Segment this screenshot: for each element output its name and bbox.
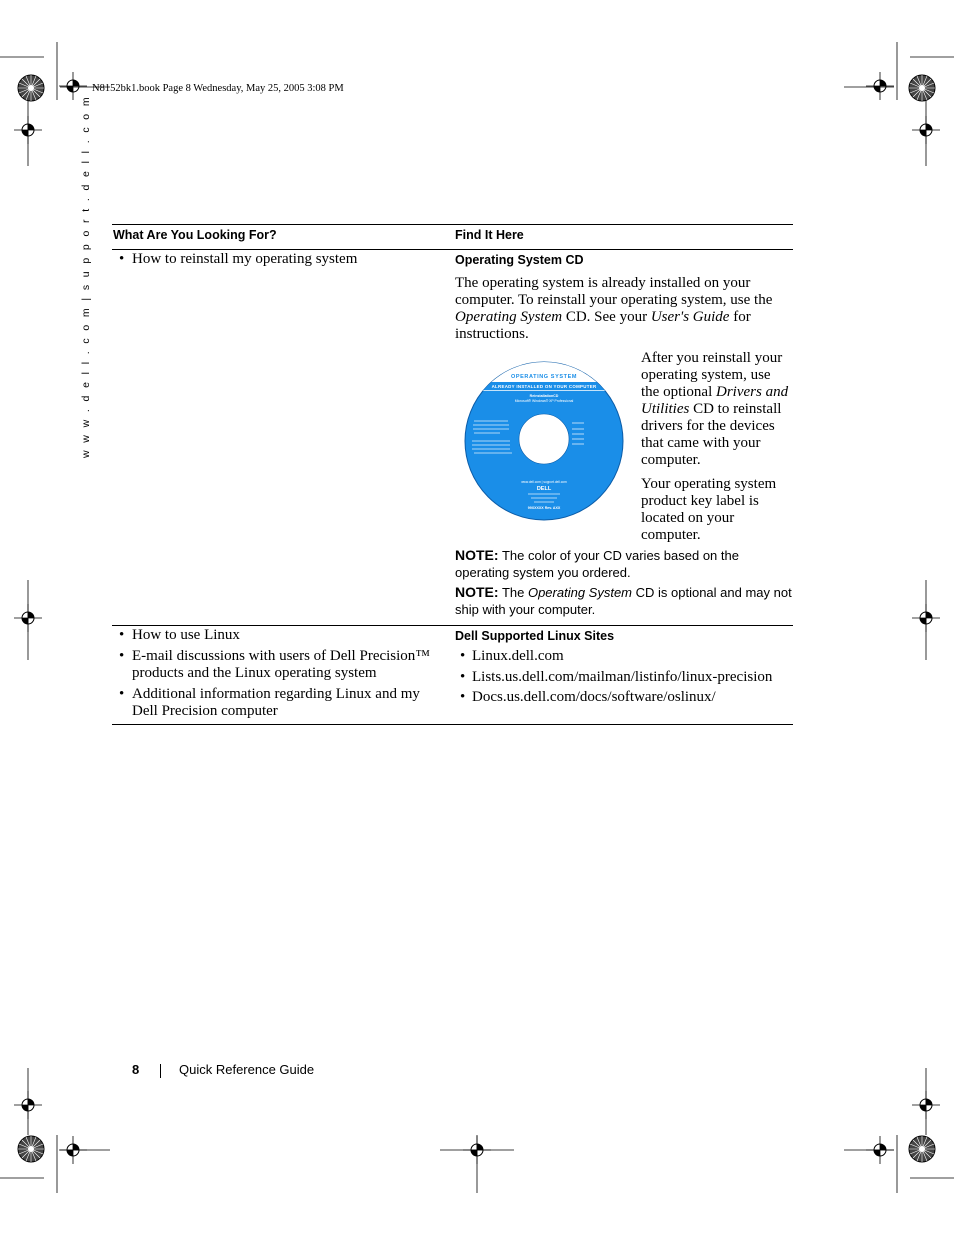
cd-dell-logo: DELL (536, 486, 552, 492)
list-item: • How to reinstall my operating system (113, 251, 443, 269)
column-header-looking-for: What Are You Looking For? (113, 228, 277, 242)
page-number: 8 (132, 1062, 140, 1077)
operating-system-cd-image (464, 361, 624, 521)
cd-part-number: 99XXXXX Rev. AXX (527, 506, 561, 510)
linux-sites-section-title: Dell Supported Linux Sites (455, 629, 615, 643)
linux-site-link[interactable]: • Linux.dell.com (455, 648, 793, 666)
product-key-paragraph: Your operating system product key label is located on your computer. (641, 476, 777, 543)
drivers-utilities-paragraph: After you reinstall your operating system, use the optional Drivers and Utilities CD to reinstall drivers for the devices that came with your computer. (641, 350, 789, 468)
linux-site-link[interactable]: • Docs.us.dell.com/docs/software/oslinux/ (455, 689, 793, 707)
os-cd-intro: The operating system is already installed on your computer. To reinstall your operating system, use the Operating System CD. See your User's Guide for instructions. (455, 275, 773, 342)
list-item: • How to use Linux (113, 627, 438, 645)
cd-title: ReinstallationCD (529, 394, 559, 398)
linux-site-link[interactable]: • Lists.us.dell.com/mailman/listinfo/linux-precision (455, 669, 793, 687)
linux-sites-list (455, 648, 793, 710)
cd-top-label: OPERATING SYSTEM (510, 374, 578, 380)
footer-separator (160, 1064, 161, 1078)
list-item: • Additional information regarding Linux and my Dell Precision computer (113, 686, 438, 721)
footer-guide-title: Quick Reference Guide (179, 1062, 315, 1077)
table-top-rule (112, 224, 793, 225)
table-row-rule (112, 625, 793, 626)
row2-question-list (113, 627, 438, 724)
note-cd-optional: NOTE: The Operating System CD is optional and may not ship with your computer. (455, 584, 792, 617)
sidebar-url: w w w . d e l l . c o m | s u p p o r t . d e l l . c o m (80, 94, 92, 458)
table-header-rule (112, 249, 793, 250)
os-cd-section-title: Operating System CD (455, 253, 584, 267)
cd-subtitle: Microsoft® Windows® XP Professional (514, 399, 574, 403)
note-cd-color: NOTE: The color of your CD varies based on the operating system you ordered. (455, 547, 739, 580)
row1-question-list (113, 251, 443, 272)
column-header-find-it-here: Find It Here (455, 228, 524, 242)
cd-footer-url: www.dell.com | support.dell.com (521, 480, 567, 484)
list-item: • E-mail discussions with users of Dell Precision™ products and the Linux operating system (113, 648, 438, 683)
cd-band-label: ALREADY INSTALLED ON YOUR COMPUTER (491, 384, 597, 389)
table-bottom-rule (112, 724, 793, 725)
book-header-line: N8152bk1.book Page 8 Wednesday, May 25, 2005 3:08 PM (92, 83, 344, 94)
